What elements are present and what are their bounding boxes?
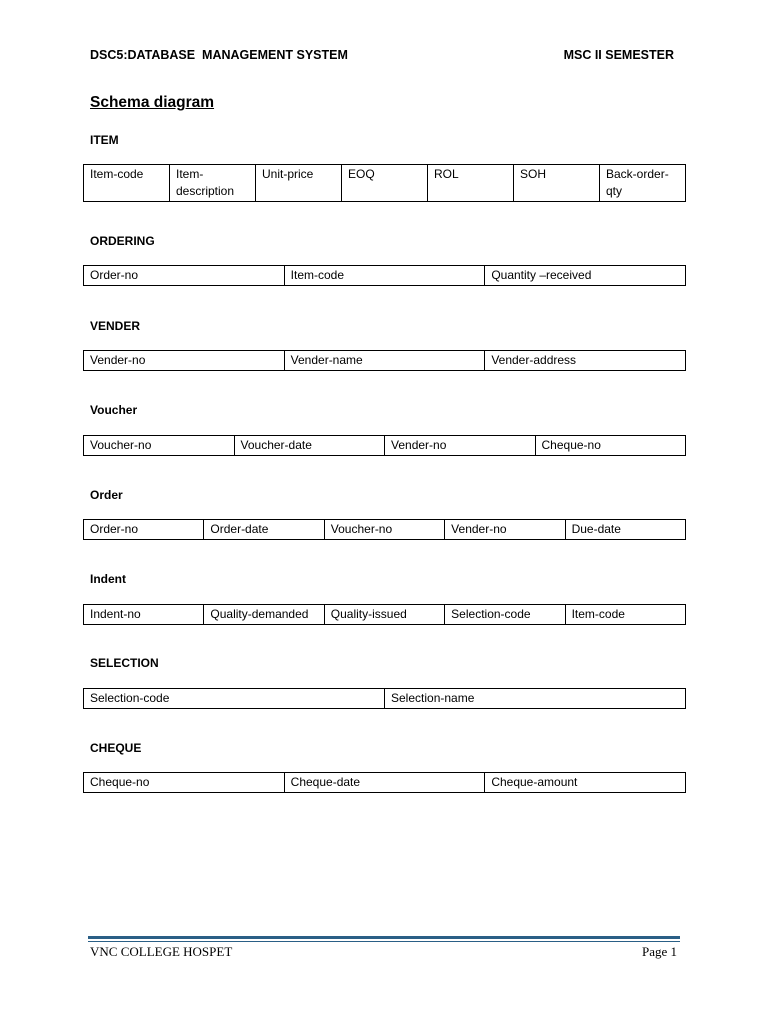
section-label-cheque: CHEQUE xyxy=(90,741,142,755)
field-cell: Vender-address xyxy=(485,351,686,371)
field-cell: Item-description xyxy=(170,165,256,202)
field-cell: Due-date xyxy=(565,520,685,540)
field-cell: Vender-name xyxy=(284,351,485,371)
footer-rule-thin xyxy=(88,941,680,942)
schema-table-vender xyxy=(83,350,686,371)
field-cell: Order-no xyxy=(84,266,285,286)
field-cell: Unit-price xyxy=(256,165,342,202)
field-cell: Order-no xyxy=(84,520,204,540)
page-number: Page 1 xyxy=(641,944,677,959)
schema-table-indent xyxy=(83,604,686,625)
section-label-ordering: ORDERING xyxy=(90,234,155,248)
field-cell: ROL xyxy=(428,165,514,202)
course-title: DSC5:DATABASE MANAGEMENT SYSTEM xyxy=(90,48,348,62)
field-cell: Cheque-no xyxy=(84,773,285,793)
field-cell: Quality-demanded xyxy=(204,605,324,625)
section-label-voucher: Voucher xyxy=(90,403,138,417)
footer-rule xyxy=(88,936,680,939)
field-cell: Selection-code xyxy=(84,689,385,709)
section-label-indent: Indent xyxy=(90,572,126,586)
schema-table-selection xyxy=(83,688,686,709)
field-cell: Voucher-no xyxy=(84,436,235,456)
field-cell: Indent-no xyxy=(84,605,204,625)
field-cell: Vender-no xyxy=(445,520,565,540)
field-cell: Order-date xyxy=(204,520,324,540)
schema-table-ordering xyxy=(83,265,686,286)
field-cell: Quantity –received xyxy=(485,266,686,286)
field-cell: Item-code xyxy=(284,266,485,286)
field-cell: Voucher-date xyxy=(234,436,385,456)
field-cell: Cheque-amount xyxy=(485,773,686,793)
field-cell: Vender-no xyxy=(385,436,536,456)
page-title: Schema diagram xyxy=(90,94,215,111)
field-cell: SOH xyxy=(514,165,600,202)
field-cell: Vender-no xyxy=(84,351,285,371)
field-cell: Item-code xyxy=(84,165,170,202)
field-cell: Voucher-no xyxy=(324,520,444,540)
field-cell: Selection-code xyxy=(445,605,565,625)
field-cell: Cheque-date xyxy=(284,773,485,793)
section-label-order: Order xyxy=(90,488,123,502)
field-cell: Quality-issued xyxy=(324,605,444,625)
field-cell: EOQ xyxy=(342,165,428,202)
page-header xyxy=(90,48,674,66)
schema-table-order xyxy=(83,519,686,540)
section-label-vender: VENDER xyxy=(90,319,141,333)
schema-table-voucher xyxy=(83,435,686,456)
field-cell: Cheque-no xyxy=(535,436,686,456)
field-cell: Back-order-qty xyxy=(600,165,686,202)
schema-table-cheque xyxy=(83,772,686,793)
footer-college: VNC COLLEGE HOSPET xyxy=(90,944,233,959)
field-cell: Item-code xyxy=(565,605,685,625)
schema-table-item xyxy=(83,164,686,202)
section-label-item: ITEM xyxy=(90,133,119,147)
section-label-selection: SELECTION xyxy=(90,656,159,670)
field-cell: Selection-name xyxy=(385,689,686,709)
semester-label: MSC II SEMESTER xyxy=(563,48,674,62)
